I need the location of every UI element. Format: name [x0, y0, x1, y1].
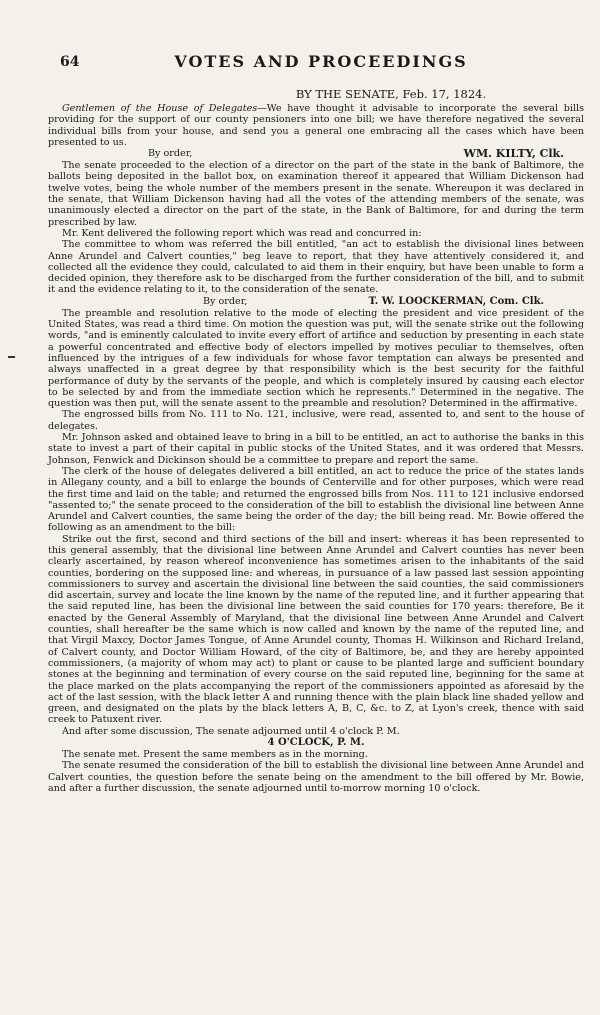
message-signatory: WM. KILTY, Clk. [463, 147, 564, 161]
senate-message [48, 103, 584, 148]
message-by-order: By order, [148, 148, 193, 160]
report-signatory: T. W. LOOCKERMAN, Com. Clk. [368, 295, 544, 307]
paragraph-director-election: The senate proceeded to the election of a director on the part of the state in the bank of Baltimore, the ballots being deposited in the ballot box, on examination thereof it appeared that William Dickenson had twelve votes, being the whole number of the members present in the senate. Whereupon it was declared in the senate, that William Dickenson having had all the votes of the attending members of the senate, was unanimously elected a director on the part of the state, in the Bank of Baltimore, for and during the term prescribed by law. [48, 160, 584, 228]
paragraph-amendment: Strike out the first, second and third sections of the bill and insert: whereas it has been represented to this general assembly, that the divisional line between Anne Arundel and Calvert counties has never been clearly ascertained, by reason whereof inconvenience has sometimes arisen to the inhabitants of the said counties, bordering on the supposed line: and whereas, in pursuance of a law passed last session appointing commissioners to survey and ascertain the divisional line between the said counties, the said commissioners did ascertain, survey and locate the line known by the name of the reputed line, and it further appearing that the said reputed line, has been the divisional line between the said counties for 170 years: therefore, Be it enacted by the General Assembly of Maryland, that the divisional line between Anne Arundel and Calvert counties, shall hereafter be the same which is now called and known by the name of the reputed line, and that Virgil Maxcy, Doctor James Tongue, of Anne Arundel county, Thomas H. Wilkinson and Richard Ireland, of Calvert county, and Doctor William Howard, of the city of Baltimore, be, and they are hereby appointed commissioners, (a majority of whom may act) to plant or cause to be planted large and sufficient boundary stones at the beginning and termination of every course on the said reputed line, beginning for the same at the place marked on the plats accompanying the report of the commissioners appointed as aforesaid by the act of the last session, with the black letter A and running thence with the plain black line shaded yellow and green, and designated on the plats by the black letters A, B, C, &c. to Z, at Lyon's creek, thence with said creek to Patuxent river. [48, 533, 584, 726]
paragraph-preamble-resolution: The preamble and resolution relative to the mode of electing the president and vice president of the United States, was read a third time. On motion the question was put, will the senate strike out the following words, "and is eminently calculated to invite every effort of artifice and seduction by presenting in each state a powerful concentrated and effective body of electors impelled by motives peculiar to themselves, often influenced by the intrigues of a few individuals for whose favor temptation can always be presented and always unaffected in a great degree by that responsibility which is the best security for the faithful performance of duty by the servants of the people, and which is completely insured by causing each elector to be selected by and from the immediate section which he represents." Determined in the negative. The question was then put, will the senate assent to the preamble and resolution? Determined in the affirmative. [48, 307, 584, 410]
running-head: VOTES AND PROCEEDINGS [174, 52, 468, 71]
paragraph-committee-report: The committee to whom was referred the bill entitled, "an act to establish the divisional lines between Anne Arundel and Calvert counties," beg leave to report, that they have attentively considered it, and collected all the evidence they could, calculated to aid them in their enquiry, but have been unable to form a decided opinion, they therefore ask to be discharged from the further consideration of the bill, and to submit it and the evidence relating to it, to the consideration of the senate. [48, 239, 584, 296]
dateline: BY THE SENATE, Feb. 17, 1824. [295, 87, 487, 101]
paragraph-johnson-bill: Mr. Johnson asked and obtained leave to bring in a bill to be entitled, an act to authorise the banks in this state to invest a part of their capital in public stocks of the United States, and it was ordered that Messrs. Johnson, Fenwick and Dickinson should be a committee to prepare and report the same. [48, 432, 584, 466]
paragraph-kent-report: Mr. Kent delivered the following report which was read and concurred in: [62, 227, 422, 239]
message-salutation: Gentlemen of the House of Delegates— [62, 103, 267, 114]
report-by-order: By order, [203, 295, 248, 307]
afternoon-heading: 4 O'CLOCK, P. M. [267, 737, 365, 749]
margin-mark [8, 356, 15, 358]
page-number: 64 [60, 54, 80, 70]
message-text: We have thought it advisable to incorporate the several bills providing for the support of our county pensioners into one bill; we have therefore negatived the several individual bills from your house, and send you a general one embracing all the cases which have been presented to us. [48, 103, 585, 148]
paragraph-adjournment: And after some discussion, The senate adjourned until 4 o'clock P. M. [62, 725, 400, 737]
paragraph-clerk-delivery: The clerk of the house of delegates delivered a bill entitled, an act to reduce the price of the states lands in Allegany county, and a bill to enlarge the bounds of Centerville and for other purposes, which were read the first time and laid on the table; and returned the engrossed bills from Nos. 111 to 121 inclusive endorsed "assented to;" the senate proceed to the consideration of the bill to establish the divisional line between Anne Arundel and Calvert counties, the same being the order of the day; the bill being read. Mr. Bowie offered the following as an amendment to the bill: [48, 465, 584, 534]
report-signature [48, 296, 584, 308]
paragraph-engrossed-bills: The engrossed bills from No. 111 to No. 121, inclusive, were read, assented to, and sent to the house of delegates. [48, 409, 584, 432]
paragraph-senate-resumed: The senate resumed the consideration of the bill to establish the divisional line between Anne Arundel and Calvert counties, the question before the senate being on the amendment to the bill offered by Mr. Bowie, and after a further discussion, the senate adjourned until to-morrow morning 10 o'clock. [48, 760, 584, 794]
message-signature [48, 148, 584, 160]
paragraph-senate-met: The senate met. Present the same members as in the morning. [62, 749, 368, 761]
